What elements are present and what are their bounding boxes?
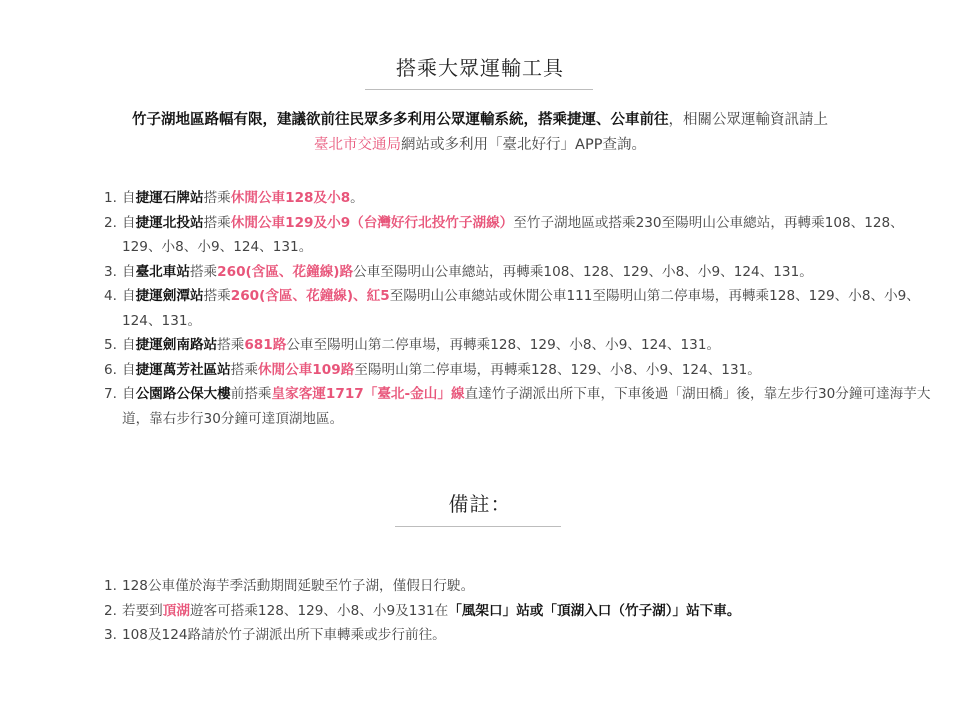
- station-name: 捷運石牌站: [135, 190, 204, 206]
- station-name: 捷運北投站: [135, 214, 204, 231]
- list-item: [104, 260, 934, 285]
- list-item: [104, 623, 934, 648]
- route-text: 自: [122, 214, 136, 231]
- note-text: 遊客可搭乘128、129、小8、小9及131在: [189, 602, 449, 619]
- list-number: 1.: [104, 190, 117, 206]
- intro-paragraph: [40, 108, 920, 158]
- route-text: 搭乘: [189, 263, 218, 280]
- stop-names: 「風架口」站或「頂湖入口（竹子湖）」站下車。: [448, 602, 741, 619]
- route-list: [104, 186, 934, 431]
- note-text: 108及124路請於竹子湖派出所下車轉乘或步行前往。: [122, 627, 446, 643]
- station-name: 臺北車站: [135, 263, 190, 280]
- station-name: 捷運萬芳社區站: [135, 361, 231, 378]
- list-number: 3.: [104, 627, 117, 643]
- list-item: [104, 211, 934, 260]
- list-number: 4.: [104, 288, 117, 304]
- place-highlight: 頂湖: [162, 602, 190, 619]
- route-text: 自: [122, 190, 136, 206]
- intro-text-2: 網站或多利用「臺北好行」APP查詢。: [401, 137, 646, 153]
- list-number: 2.: [104, 214, 117, 231]
- route-text: 自: [122, 337, 136, 353]
- route-text: 前搭乘: [230, 386, 272, 402]
- route-text: 至竹子湖地區或搭乘230至陽明山公車總站，再轉乘108、128、129、小8、小9、124、131。: [122, 214, 904, 255]
- station-name: 捷運劍南路站: [135, 337, 218, 353]
- bus-route: 681路: [244, 337, 287, 353]
- route-text: 公車至陽明山公車總站，再轉乘108、128、129、小8、小9、124、131。: [353, 263, 813, 280]
- notes-divider: [395, 526, 561, 527]
- list-item: [104, 186, 934, 211]
- route-text: 公車至陽明山第二停車場，再轉乘128、129、小8、小9、124、131。: [286, 337, 721, 353]
- list-item: [104, 284, 934, 333]
- route-text: 搭乘: [230, 361, 258, 378]
- route-text: 搭乘: [203, 214, 231, 231]
- route-text: 至陽明山公車總站或休閒公車111至陽明山第二停車場，再轉乘128、129、小8、小9、124、131。: [122, 288, 920, 329]
- list-item: [104, 574, 934, 599]
- bus-route: 260(含區、花鐘線)、紅5: [230, 288, 390, 304]
- note-text: 若要到: [122, 602, 163, 619]
- notes-list: [104, 574, 934, 648]
- route-text: 自: [122, 361, 136, 378]
- list-number: 2.: [104, 602, 117, 619]
- route-text: 搭乘: [203, 190, 231, 206]
- list-item: [104, 333, 934, 358]
- route-text: 搭乘: [217, 337, 245, 353]
- notes-title: 備註：: [448, 492, 512, 516]
- station-name: 公園路公保大樓: [135, 386, 231, 402]
- bus-route: 休閒公車129及小9（台灣好行北投竹子湖線）: [230, 214, 514, 231]
- list-item: [104, 382, 934, 431]
- station-name: 捷運劍潭站: [135, 288, 204, 304]
- route-text: 自: [122, 263, 136, 280]
- list-item: [104, 358, 934, 383]
- route-text: 直達竹子湖派出所下車，下車後過「湖田橋」後，靠左步行30分鐘可達海芋大道，靠右步行30分鐘可達頂湖地區。: [122, 386, 931, 427]
- list-number: 1.: [104, 578, 117, 594]
- title-divider: [365, 89, 593, 90]
- intro-text-1: ，相關公眾運輸資訊請上: [668, 112, 828, 128]
- page-title: 搭乘大眾運輸工具: [396, 56, 564, 80]
- route-text: 自: [122, 386, 136, 402]
- bus-route: 休閒公車128及小8: [230, 190, 351, 206]
- note-text: 128公車僅於海芋季活動期間延駛至竹子湖，僅假日行駛。: [122, 578, 475, 594]
- intro-bold-text: 竹子湖地區路幅有限，建議欲前往民眾多多利用公眾運輸系統，搭乘捷運、公車前往: [132, 112, 669, 128]
- bus-route: 皇家客運1717「臺北-金山」線: [271, 386, 465, 402]
- route-text: 自: [122, 288, 136, 304]
- route-text: 至陽明山第二停車場，再轉乘128、129、小8、小9、124、131。: [354, 361, 761, 378]
- taipei-transport-link[interactable]: 臺北市交通局: [314, 137, 402, 153]
- bus-route: 休閒公車109路: [257, 361, 355, 378]
- list-item: [104, 599, 934, 624]
- list-number: 5.: [104, 337, 117, 353]
- route-text: 搭乘: [203, 288, 231, 304]
- list-number: 7.: [104, 386, 117, 402]
- route-text: 。: [350, 190, 364, 206]
- bus-route: 260(含區、花鐘線)路: [217, 263, 354, 280]
- list-number: 3.: [104, 263, 117, 280]
- list-number: 6.: [104, 361, 117, 378]
